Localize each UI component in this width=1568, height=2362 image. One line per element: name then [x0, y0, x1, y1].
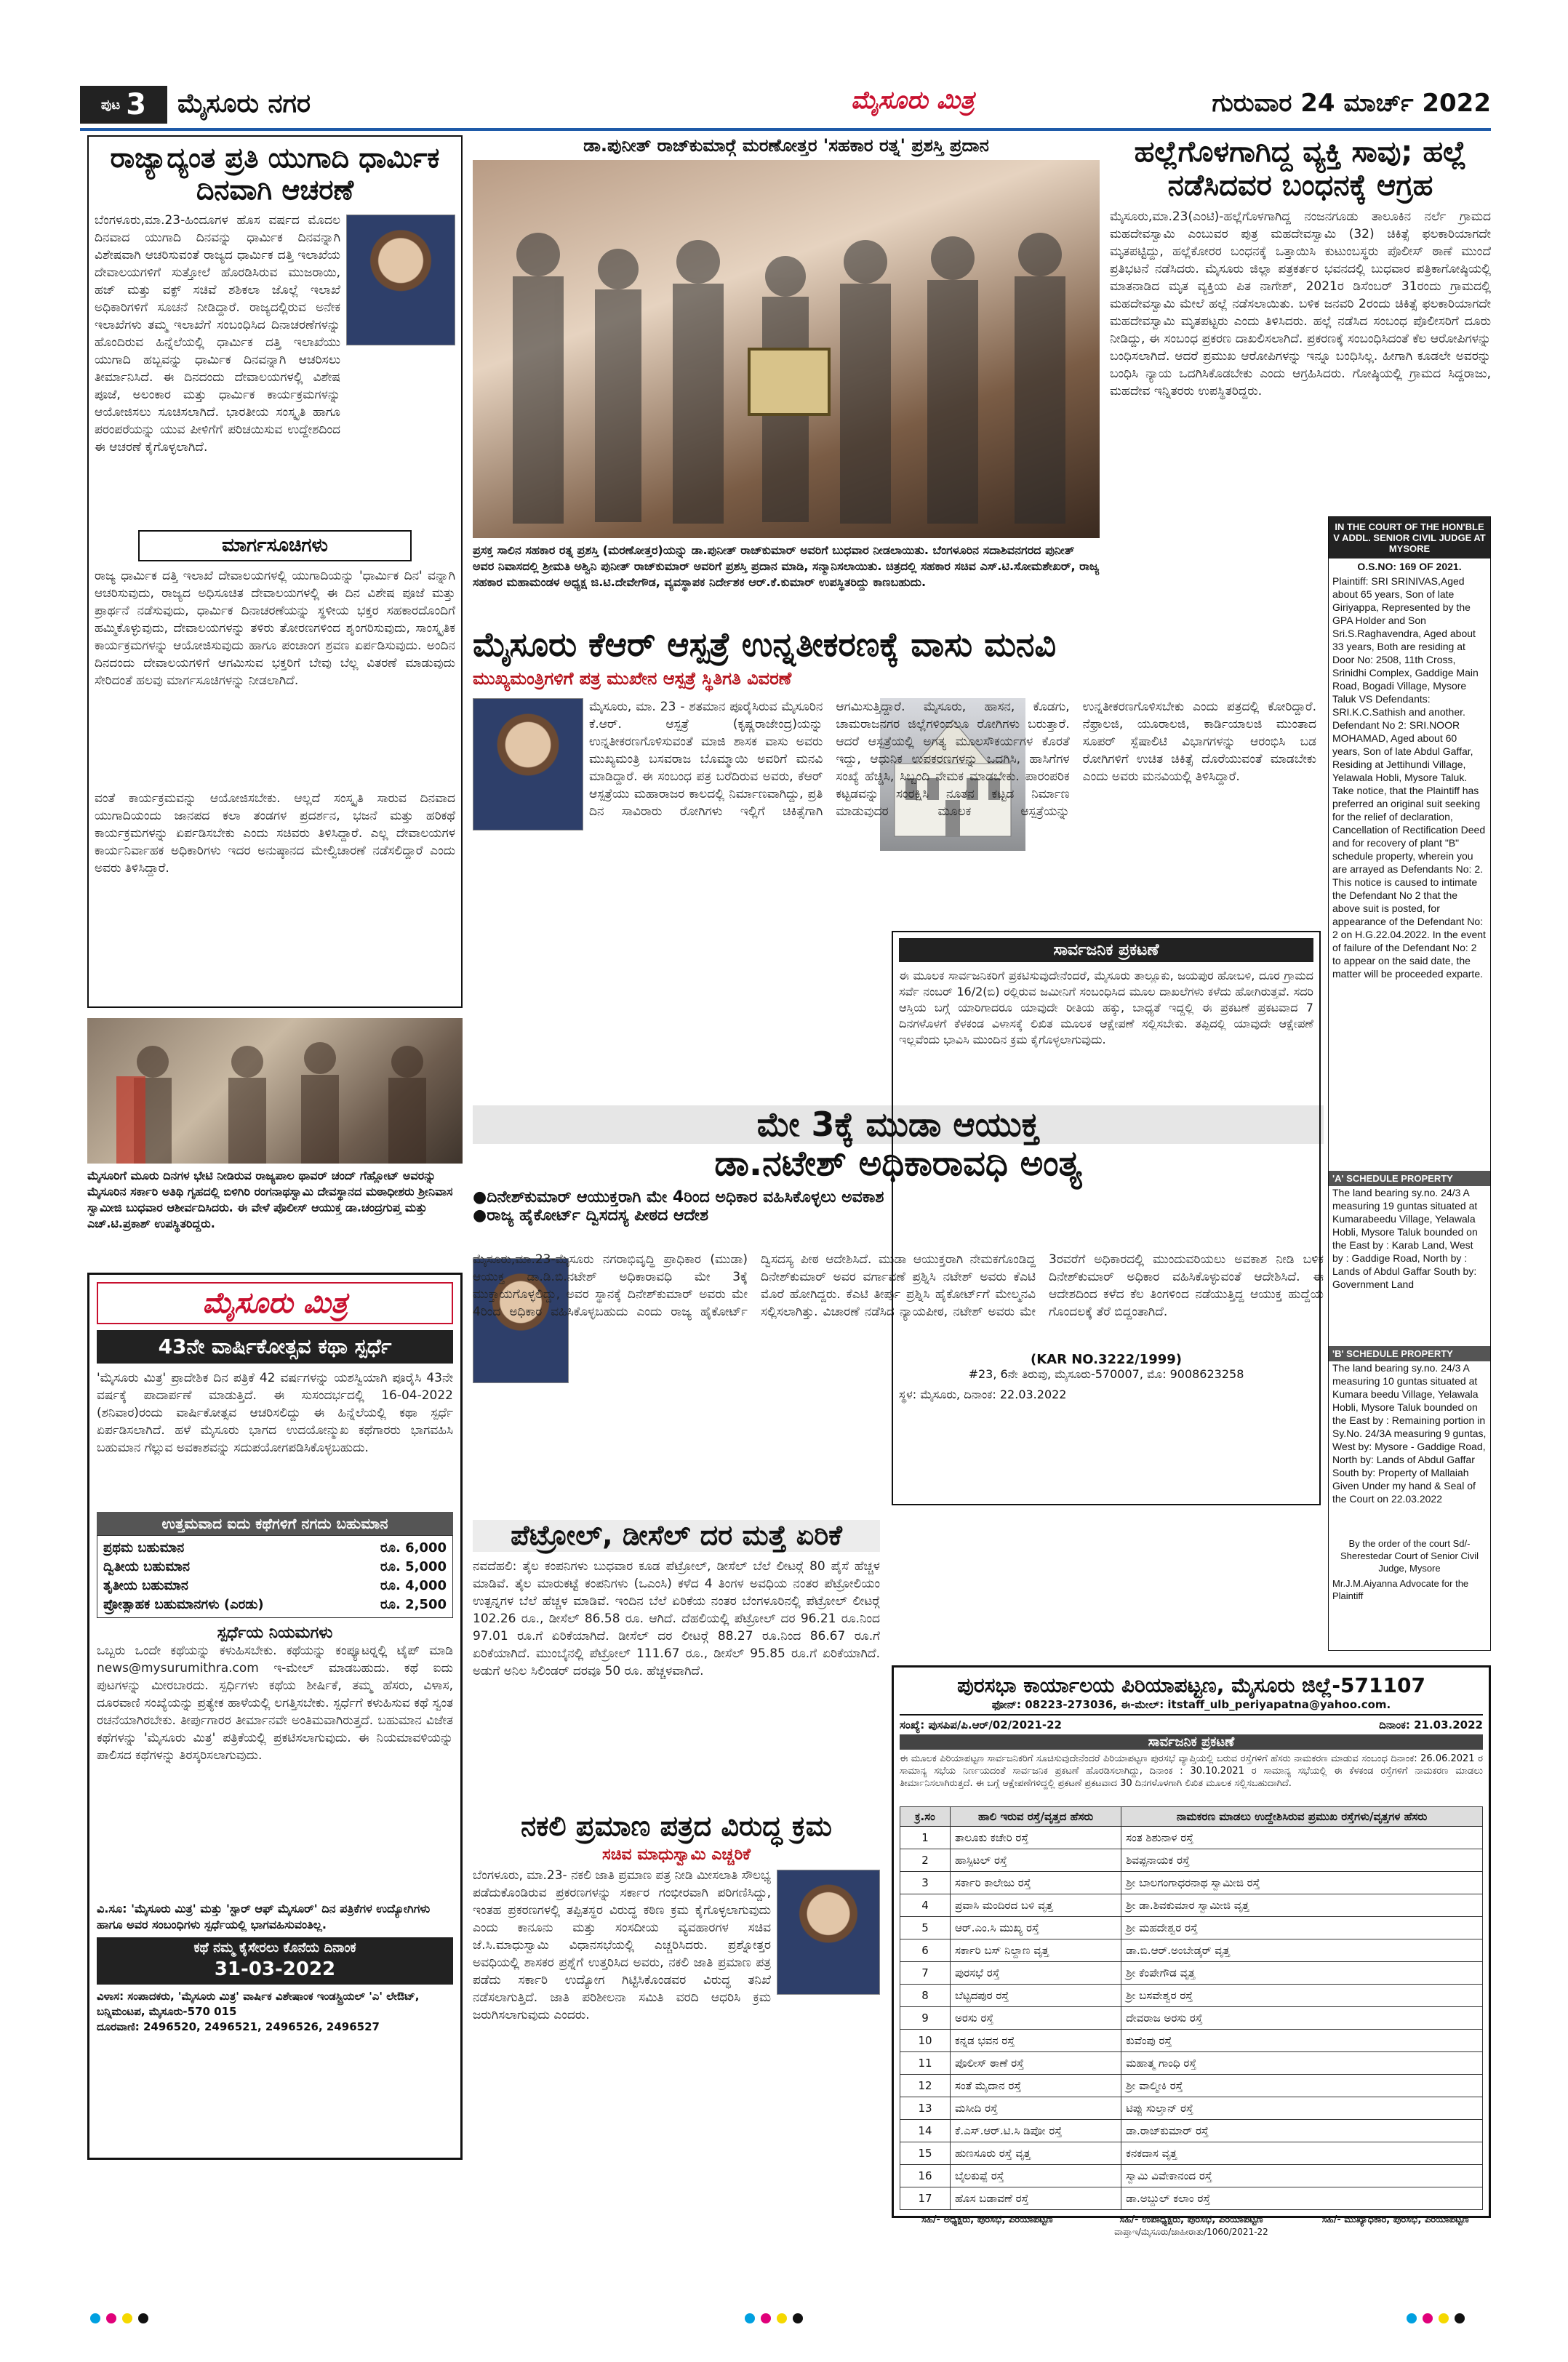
assault-body: ಮೈಸೂರು,ಮಾ.23(ಎಂಟಿ)-ಹಲ್ಲೆಗೊಳಗಾಗಿದ್ದ ನಂಜನಗೂಡು ತಾಲೂಕಿನ ನರ್ಲೆ ಗ್ರಾಮದ ಮಹದೇವಸ್ವಾಮಿ ಎಂಬುವರ ಪುತ್ರ ಮಹದೇವಸ್ವಾಮಿ (32) ಚಿಕಿತ್ಸೆ ಫಲಕಾರಿಯಾಗದೇ ಮೃತಪಟ್ಟಿದ್ದು, ಹಲ್ಲೆಕೋರರ ಬಂಧನಕ್ಕೆ ಒತ್ತಾಯಿಸಿ ಕುಟುಂಬಸ್ಥರು ಪೊಲೀಸ್ ಠಾಣೆ ಮುಂದೆ ಪ್ರತಿಭಟನೆ ನಡೆಸಿದರು. ಮೈಸೂರು ಜಿಲ್ಲಾ ಪತ್ರಕರ್ತರ ಭವನದಲ್ಲಿ ಬುಧವಾರ ಪತ್ರಿಕಾಗೋಷ್ಠಿಯಲ್ಲಿ ಮಾತನಾಡಿದ ಮೃತ ವ್ಯಕ್ತಿಯ ಪಿತ ನಾಗೇಶ್, 2021ರ ಡಿಸೆಂಬರ್ 31ರಂದು ಗ್ರಾಮದಲ್ಲಿ ಮಹದೇವಸ್ವಾಮಿ ಮೇಲೆ ಹಲ್ಲೆ ನಡೆಸಲಾಯಿತು. ಬಳಿಕ ಜನವರಿ 2ರಂದು ಚಿಕಿತ್ಸೆ ಫಲಕಾರಿಯಾಗದೇ ಮಹದೇವಸ್ವಾಮಿ ಮೃತಪಟ್ಟರು ಎಂದು ತಿಳಿಸಿದರು. ಹಲ್ಲೆ ನಡೆಸಿದ ಸಂಬಂಧ ಪೊಲೀಸರಿಗೆ ದೂರು ನೀಡಿದ್ದು, ಈ ಸಂಬಂಧ ಪ್ರಕರಣ ದಾಖಲಿಸಲಾಗಿದೆ. ಪ್ರಕರಣಕ್ಕೆ ಸಂಬಂಧಿಸಿದಂತೆ ಕೆಲ ಆರೋಪಿಗಳನ್ನು ಬಂಧಿಸಲಾಗಿದೆ. ಆದರೆ ಪ್ರಮುಖ ಆರೋಪಿಗಳನ್ನು ಇನ್ನೂ ಬಂಧಿಸಿಲ್ಲ. ಹೀಗಾಗಿ ಕೂಡಲೇ ಅವರನ್ನು ಬಂಧಿಸಿ ನ್ಯಾಯ ಒದಗಿಸಿಕೊಡಬೇಕು ಎಂದು ಆಗ್ರಹಿಸಿದರು. ಗೋಷ್ಠಿಯಲ್ಲಿ ಗ್ರಾಮದ ಸಿದ್ದರಾಜು, ಮಹದೇವ ಇನ್ನಿತರರು ಉಪಸ್ಥಿತರಿದ್ದರು. [1110, 209, 1491, 399]
muda-bullet-1: ●ದಿನೇಶ್‍ಕುಮಾರ್ ಆಯುಕ್ತರಾಗಿ ಮೇ 4ರಿಂದ ಅಧಿಕಾರ ವಹಿಸಿಕೊಳ್ಳಲು ಅವಕಾಶ [473, 1188, 884, 1207]
cell-proposed-name: ಡಾ.ಅಬ್ದುಲ್ ಕಲಾಂ ರಸ್ತೆ [1121, 2187, 1483, 2210]
court-body: Plaintiff: SRI SRINIVAS,Aged about 65 years, Son of late Giriyappa, Represented by the GPA Holder and Son Sri.S.Raghavendra, Aged about 33 years, Both are residing at Door No: 2508, 11th Cross, Srinidhi Complex, Gaddige Main Road, Bogadi Village, Mysore Taluk VS Defendants: SRI.K.C.Sathish and another. Defendant No 2: SRI.NOOR MOHAMAD, Aged about 60 years, Son of late Abdul Gaffar, Residing at Jettihundi Village, Yelawala Hobli, Mysore Taluk. Take notice, that the Plaintiff has preferred an original suit seeking for the relief of declaration, Cancellation of Rectification Deed and for recovery of plant "B" schedule property, wherein you are arrayed as Defendants No: 2. This notice is caused to intimate the Defendant No 2 that the above suit is posted, for appearance of the Defendant No: 2 on H.G.22.04.2022. In the event of failure of the Defendant No: 2 to appear on the said date, the matter will be proceeded exparte. [1332, 575, 1486, 980]
governor-photo-caption: ಮೈಸೂರಿಗೆ ಮೂರು ದಿನಗಳ ಭೇಟಿ ನೀಡಿರುವ ರಾಜ್ಯಪಾಲ ಥಾವರ್ ಚಂದ್ ಗೆಹ್ಲೋಟ್ ಅವರನ್ನು ಮೈಸೂರಿನ ಸರ್ಕಾರಿ ಅತಿಥಿ ಗೃಹದಲ್ಲಿ ಬಿಳಿಗಿರಿ ರಂಗನಾಥಸ್ವಾಮಿ ದೇವಸ್ಥಾನದ ಮಠಾಧೀಶರು ಶ್ರೀನಿವಾಸ ಸ್ವಾಮೀಜಿ ಬುಧವಾರ ಆಶೀರ್ವದಿಸಿದರು. ಈ ವೇಳೆ ಪೊಲೀಸ್ ಆಯುಕ್ತ ಡಾ.ಚಂದ್ರಗುಪ್ತ ಮತ್ತು ಎಚ್.ಟಿ.ಪ್ರಕಾಶ್ ಉಪಸ್ಥಿತರಿದ್ದರು. [87, 1169, 453, 1230]
cell-proposed-name: ಶ್ರೀ ಬಾಲಗಂಗಾಧರನಾಥ ಸ್ವಾಮೀಜಿ ರಸ್ತೆ [1121, 1872, 1483, 1894]
public-notice-body: ಈ ಮೂಲಕ ಸಾರ್ವಜನಿಕರಿಗೆ ಪ್ರಕಟಿಸುವುದೇನೆಂದರೆ, ಮೈಸೂರು ತಾಲ್ಲೂಕು, ಜಯಪುರ ಹೋಬಳಿ, ದೂರ ಗ್ರಾಮದ ಸರ್ವೆ ನಂಬರ್ 16/2(ಬಿ) ರಲ್ಲಿರುವ ಜಮೀನಿಗೆ ಸಂಬಂಧಿಸಿದ ಮೂಲ ದಾಖಲೆಗಳು ಕಳೆದು ಹೋಗಿರುತ್ತವೆ. ಸದರಿ ಆಸ್ತಿಯ ಬಗ್ಗೆ ಯಾರಿಗಾದರೂ ಯಾವುದೇ ರೀತಿಯ ಹಕ್ಕು, ಬಾಧ್ಯತೆ ಇದ್ದಲ್ಲಿ ಈ ಪ್ರಕಟಣೆ ಪ್ರಕಟವಾದ 7 ದಿನಗಳೊಳಗೆ ಕೆಳಕಂಡ ವಿಳಾಸಕ್ಕೆ ಲಿಖಿತ ಮೂಲಕ ಆಕ್ಷೇಪಣೆ ಸಲ್ಲಿಸಬೇಕು. ತಪ್ಪಿದಲ್ಲಿ ಯಾವುದೇ ಆಕ್ಷೇಪಣೆ ಇಲ್ಲವೆಂದು ಭಾವಿಸಿ ಮುಂದಿನ ಕ್ರಮ ಕೈಗೊಳ್ಳಲಾಗುವುದು. [899, 969, 1313, 1046]
rules-body: ಒಬ್ಬರು ಒಂದೇ ಕಥೆಯನ್ನು ಕಳುಹಿಸಬೇಕು. ಕಥೆಯನ್ನು ಕಂಪ್ಯೂಟರ್‍ನಲ್ಲಿ ಟೈಪ್ ಮಾಡಿ news@mysurumithra.com ಇ-ಮೇಲ್ ಮಾಡಬಹುದು. ಕಥೆ ಐದು ಪುಟಗಳನ್ನು ಮೀರಬಾರದು. ಸ್ಪರ್ಧಿಗಳು ಕಥೆಯ ಶೀರ್ಷಿಕೆ, ತಮ್ಮ ಹೆಸರು, ವಿಳಾಸ, ದೂರವಾಣಿ ಸಂಖ್ಯೆಯನ್ನು ಪ್ರತ್ಯೇಕ ಹಾಳೆಯಲ್ಲಿ ಲಗತ್ತಿಸಬೇಕು. ಸ್ಪರ್ಧೆಗೆ ಕಳುಹಿಸುವ ಕಥೆ ಸ್ವಂತ ರಚನೆಯಾಗಿರಬೇಕು. ತೀರ್ಪುಗಾರರ ತೀರ್ಮಾನವೇ ಅಂತಿಮವಾಗಿರುತ್ತದೆ. ಬಹುಮಾನ ವಿಜೇತ ಕಥೆಗಳನ್ನು 'ಮೈಸೂರು ಮಿತ್ರ' ಪತ್ರಿಕೆಯಲ್ಲಿ ಪ್ರಕಟಿಸಲಾಗುವುದು. ಈ ನಿಯಮಾವಳಿಯನ್ನು ಪಾಲಿಸದ ಕಥೆಗಳನ್ನು ತಿರಸ್ಕರಿಸಲಾಗುವುದು. [97, 1644, 453, 1763]
cell-existing-name: ಸಂತೆ ಮೈದಾನ ರಸ್ತೆ [951, 2075, 1121, 2097]
signature-chief-officer: ಸಹಿ/- ಮುಖ್ಯಾಧಿಕಾರಿ, ಪುರಸಭೆ, ಪಿರಿಯಾಪಟ್ಟಣ [1321, 2214, 1469, 2225]
masthead: ಮೈಸೂರು ಮಿತ್ರ [851, 86, 975, 115]
cell-proposed-name: ಮಹಾತ್ಮ ಗಾಂಧಿ ರಸ್ತೆ [1121, 2052, 1483, 2075]
prize-row [103, 1558, 447, 1577]
notice-address: #23, 6ನೇ ತಿರುವು, ಮೈಸೂರು-570007, ಮೊ: 9008623258 [968, 1367, 1244, 1381]
court-sign: By the order of the court Sd/- Sherestedar Court of Senior Civil Judge, Mysore [1340, 1538, 1479, 1574]
municipal-notice-title: ಸಾರ್ವಜನಿಕ ಪ್ರಕಟಣೆ [900, 1734, 1483, 1750]
page-header [80, 86, 1491, 127]
cell-existing-name: ಪೊಲೀಸ್ ಠಾಣೆ ರಸ್ತೆ [951, 2052, 1121, 2075]
page-number-box [80, 86, 167, 124]
cell-serial: 16 [900, 2165, 951, 2187]
municipal-ref-row [900, 1718, 1483, 1732]
fake-cert-body: ಬೆಂಗಳೂರು, ಮಾ.23- ನಕಲಿ ಜಾತಿ ಪ್ರಮಾಣ ಪತ್ರ ನೀಡಿ ಮೀಸಲಾತಿ ಸೌಲಭ್ಯ ಪಡೆದುಕೊಂಡಿರುವ ಪ್ರಕರಣಗಳನ್ನು ಸರ್ಕಾರ ಗಂಭೀರವಾಗಿ ಪರಿಗಣಿಸಿದ್ದು, ಇಂತಹ ಪ್ರಕರಣಗಳಲ್ಲಿ ತಪ್ಪಿತಸ್ಥರ ವಿರುದ್ಧ ಕಠಿಣ ಕ್ರಮ ಕೈಗೊಳ್ಳಲಾಗುವುದು ಎಂದು ಕಾನೂನು ಮತ್ತು ಸಂಸದೀಯ ವ್ಯವಹಾರಗಳ ಸಚಿವ ಜೆ.ಸಿ.ಮಾಧುಸ್ವಾಮಿ ವಿಧಾನಸಭೆಯಲ್ಲಿ ಎಚ್ಚರಿಸಿದರು. ಪ್ರಶ್ನೋತ್ತರ ಅವಧಿಯಲ್ಲಿ ಶಾಸಕರ ಪ್ರಶ್ನೆಗೆ ಉತ್ತರಿಸಿದ ಅವರು, ನಕಲಿ ಜಾತಿ ಪ್ರಮಾಣ ಪತ್ರ ಪಡೆದು ಸರ್ಕಾರಿ ಉದ್ಯೋಗ ಗಿಟ್ಟಿಸಿಕೊಂಡವರ ವಿರುದ್ಧ ತನಿಖೆ ನಡೆಸಲಾಗುತ್ತಿದೆ. ಜಾತಿ ಪರಿಶೀಲನಾ ಸಮಿತಿ ವರದಿ ಆಧರಿಸಿ ಕ್ರಮ ಜರುಗಿಸಲಾಗುವುದು ಎಂದರು. [473, 1867, 771, 2022]
prize-label: ದ್ವಿತೀಯ ಬಹುಮಾನ [103, 1559, 190, 1574]
magenta-dot-icon [761, 2313, 771, 2323]
magenta-dot-icon [106, 2313, 116, 2323]
muda-bullet-2: ●ರಾಜ್ಯ ಹೈಕೋರ್ಟ್ ದ್ವಿಸದಸ್ಯ ಪೀಠದ ಆದೇಶ [473, 1206, 709, 1225]
cyan-dot-icon [90, 2313, 100, 2323]
hospital-body: ಮೈಸೂರು, ಮಾ. 23 - ಶತಮಾನ ಪೂರೈಸಿರುವ ಮೈಸೂರಿನ ಕೆ.ಆರ್. ಆಸ್ಪತ್ರೆ (ಕೃಷ್ಣರಾಜೇಂದ್ರ)ಯನ್ನು ಉನ್ನತೀಕರಣಗೊಳಿಸುವಂತೆ ಮಾಜಿ ಶಾಸಕ ವಾಸು ಅವರು ಮುಖ್ಯಮಂತ್ರಿ ಬಸವರಾಜ ಬೊಮ್ಮಾಯಿ ಅವರಿಗೆ ಮನವಿ ಮಾಡಿದ್ದಾರೆ. ಈ ಸಂಬಂಧ ಪತ್ರ ಬರೆದಿರುವ ಅವರು, ಕೆಆರ್ ಆಸ್ಪತ್ರೆಯು ಮಹಾರಾಜರ ಕಾಲದಲ್ಲಿ ನಿರ್ಮಾಣವಾಗಿದ್ದು, ಪ್ರತಿ ದಿನ ಸಾವಿರಾರು ರೋಗಿಗಳು ಇಲ್ಲಿಗೆ ಚಿಕಿತ್ಸೆಗಾಗಿ ಆಗಮಿಸುತ್ತಿದ್ದಾರೆ. ಮೈಸೂರು, ಹಾಸನ, ಕೊಡಗು, ಚಾಮರಾಜನಗರ ಜಿಲ್ಲೆಗಳಿಂದಲೂ ರೋಗಿಗಳು ಬರುತ್ತಾರೆ. ಆದರೆ ಆಸ್ಪತ್ರೆಯಲ್ಲಿ ಅಗತ್ಯ ಮೂಲಸೌಕರ್ಯಗಳ ಕೊರತೆ ಇದ್ದು, ಆಧುನಿಕ ಉಪಕರಣಗಳನ್ನು ಒದಗಿಸಿ, ಹಾಸಿಗೆಗಳ ಸಂಖ್ಯೆ ಹೆಚ್ಚಿಸಿ, ಸಿಬ್ಬಂದಿ ನೇಮಕ ಮಾಡಬೇಕು. ಪಾರಂಪರಿಕ ಕಟ್ಟಡವನ್ನು ಸಂರಕ್ಷಿಸಿ ನೂತನ ಕಟ್ಟಡ ನಿರ್ಮಾಣ ಮಾಡುವುದರ ಮೂಲಕ ಆಸ್ಪತ್ರೆಯನ್ನು ಉನ್ನತೀಕರಣಗೊಳಿಸಬೇಕು ಎಂದು ಪತ್ರದಲ್ಲಿ ಕೋರಿದ್ದಾರೆ. ನೆಫ್ರಾಲಜಿ, ಯೂರಾಲಜಿ, ಕಾರ್ಡಿಯಾಲಜಿ ಮುಂತಾದ ಸೂಪರ್ ಸ್ಪೆಷಾಲಿಟಿ ವಿಭಾಗಗಳನ್ನು ಆರಂಭಿಸಿ ಬಡ ರೋಗಿಗಳಿಗೆ ಉಚಿತ ಚಿಕಿತ್ಸೆ ದೊರೆಯುವಂತೆ ಮಾಡಬೇಕು ಎಂದು ಅವರು ಮನವಿಯಲ್ಲಿ ತಿಳಿಸಿದ್ದಾರೆ. [589, 700, 1316, 819]
award-photo-headline: ಡಾ.ಪುನೀತ್ ರಾಜ್‍ಕುಮಾರ್‍ಗೆ ಮರಣೋತ್ತರ 'ಸಹಕಾರ ರತ್ನ' ಪ್ರಶಸ್ತಿ ಪ್ರದಾನ [583, 135, 989, 156]
page-number: 3 [126, 88, 147, 121]
cell-existing-name: ಹುಣಸೂರು ರಸ್ತೆ ವೃತ್ತ [951, 2142, 1121, 2165]
cell-serial: 2 [900, 1849, 951, 1872]
court-notice [1328, 516, 1491, 1651]
registration-marks-right [1404, 2313, 1468, 2326]
cell-existing-name: ಹೊಸ ಬಡಾವಣೆ ರಸ್ತೆ [951, 2187, 1121, 2210]
municipal-contact: ಫೋನ್: 08223-273036, ಈ-ಮೇಲ್: itstaff_ulb_periyapatna@yahoo.com. [900, 1698, 1483, 1716]
court-case-number: O.S.NO: 169 OF 2021. [1357, 561, 1462, 572]
prize-row [103, 1596, 447, 1614]
ugadi-body-continued: ವಂತೆ ಕಾರ್ಯಕ್ರಮವನ್ನು ಆಯೋಜಿಸಬೇಕು. ಆಲ್ಲದೆ ಸಂಸ್ಕೃತಿ ಸಾರುವ ದಿನವಾದ ಯುಗಾದಿಯಂದು ಜಾನಪದ ಕಲಾ ತಂಡಗಳ ಪ್ರದರ್ಶನ, ಭಜನೆ ಮತ್ತು ಹರಿಕಥೆ ಕಾರ್ಯಕ್ರಮಗಳನ್ನು ಏರ್ಪಡಿಸಬೇಕು ಎಂದು ಸಚಿವರು ತಿಳಿಸಿದ್ದಾರೆ. ಎಲ್ಲ ದೇವಾಲಯಗಳ ಕಾರ್ಯನಿರ್ವಾಹಕ ಅಧಿಕಾರಿಗಳು ಇದರ ಅನುಷ್ಠಾನದ ಮೇಲ್ವಿಚಾರಣೆ ನಡೆಸಲಿದ್ದಾರೆ ಎಂದು ಅವರು ತಿಳಿಸಿದ್ದಾರೆ. [95, 791, 455, 876]
ugadi-article [87, 135, 463, 1008]
table-header-row [900, 1807, 1483, 1827]
yellow-dot-icon [1439, 2313, 1449, 2323]
table-row [900, 1962, 1483, 1985]
prize-amount: ರೂ. 5,000 [380, 1559, 447, 1574]
black-dot-icon [793, 2313, 803, 2323]
cell-serial: 14 [900, 2120, 951, 2142]
petrol-headline: ಪೆಟ್ರೋಲ್, ಡೀಸೆಲ್ ದರ ಮತ್ತೆ ಏರಿಕೆ [473, 1520, 880, 1552]
contest-intro: 'ಮೈಸೂರು ಮಿತ್ರ' ಪ್ರಾದೇಶಿಕ ದಿನ ಪತ್ರಿಕೆ 42 ವರ್ಷಗಳನ್ನು ಯಶಸ್ವಿಯಾಗಿ ಪೂರೈಸಿ 43ನೇ ವರ್ಷಕ್ಕೆ ಪಾದಾರ್ಪಣೆ ಮಾಡುತ್ತಿದೆ. ಈ ಸುಸಂದರ್ಭದಲ್ಲಿ 16-04-2022 (ಶನಿವಾರ)ರಂದು ವಾರ್ಷಿಕೋತ್ಸವ ಆಚರಿಸಲಿದ್ದು ಈ ಹಿನ್ನೆಲೆಯಲ್ಲಿ ಕಥಾ ಸ್ಪರ್ಧೆ ಏರ್ಪಡಿಸಲಾಗಿದೆ. ಹಳೆ ಮೈಸೂರು ಭಾಗದ ಉದಯೋನ್ಮುಖ ಕಥೆಗಾರರು ಭಾಗವಹಿಸಿ ಬಹುಮಾನ ಗೆಲ್ಲುವ ಅವಕಾಶವನ್ನು ಸದುಪಯೋಗಪಡಿಸಿಕೊಳ್ಳಬಹುದು. [97, 1371, 453, 1455]
contest-address: ವಿಳಾಸ: ಸಂಪಾದಕರು, 'ಮೈಸೂರು ಮಿತ್ರ' ವಾರ್ಷಿಕ ವಿಶೇಷಾಂಕ ಇಂಡಸ್ಟ್ರಿಯಲ್ 'ಎ' ಲೇಔಟ್, ಬನ್ನಿಮಂಟಪ, ಮೈಸೂರು-570 015 [97, 1990, 420, 2018]
prize-row [103, 1539, 447, 1558]
table-row [900, 1849, 1483, 1872]
table-row [900, 2052, 1483, 2075]
contest-note: ವಿ.ಸೂ: 'ಮೈಸೂರು ಮಿತ್ರ' ಮತ್ತು 'ಸ್ಟಾರ್ ಆಫ್ ಮೈಸೂರ್' ದಿನ ಪತ್ರಿಕೆಗಳ ಉದ್ಯೋಗಿಗಳು ಹಾಗೂ ಅವರ ಸಂಬಂಧಿಗಳು ಸ್ಪರ್ಧೆಯಲ್ಲಿ ಭಾಗವಹಿಸುವಂತಿಲ್ಲ. [97, 1902, 431, 1931]
award-photo [473, 160, 1100, 538]
signature-president: ಸಹಿ/- ಅಧ್ಯಕ್ಷರು, ಪುರಸಭೆ, ಪಿರಿಯಾಪಟ್ಟಣ [921, 2214, 1053, 2225]
prize-amount: ರೂ. 4,000 [380, 1578, 447, 1593]
cell-existing-name: ಬೈಲಕುಪ್ಪೆ ರಸ್ತೆ [951, 2165, 1121, 2187]
col-serial: ಕ್ರ.ಸಂ [900, 1807, 951, 1827]
col-proposed-name: ನಾಮಕರಣ ಮಾಡಲು ಉದ್ದೇಶಿಸಿರುವ ಪ್ರಮುಖ ರಸ್ತೆಗಳು/ವೃತ್ತಗಳ ಹೆಸರು [1121, 1807, 1483, 1827]
madhuswamy-photo [777, 1870, 880, 1995]
cell-serial: 6 [900, 1939, 951, 1962]
cell-proposed-name: ಶ್ರೀ ಡಾ.ಶಿವಕುಮಾರ ಸ್ವಾಮೀಜಿ ವೃತ್ತ [1121, 1894, 1483, 1917]
court-title: IN THE COURT OF THE HON'BLE V ADDL. SENIOR CIVIL JUDGE AT MYSORE [1329, 517, 1490, 559]
cell-serial: 11 [900, 2052, 951, 2075]
cell-existing-name: ತಾಲೂಕು ಕಚೇರಿ ರಸ್ತೆ [951, 1827, 1121, 1849]
assault-article [1110, 135, 1491, 513]
award-photo-block [473, 135, 1100, 615]
cell-serial: 4 [900, 1894, 951, 1917]
cell-existing-name: ಪುರಸಭೆ ರಸ್ತೆ [951, 1962, 1121, 1985]
cell-proposed-name: ದೇವರಾಜ ಅರಸು ರಸ್ತೆ [1121, 2007, 1483, 2030]
prize-label: ಪ್ರೋತ್ಸಾಹಕ ಬಹುಮಾನಗಳು (ಎರಡು) [103, 1597, 264, 1612]
municipal-footer-ref: ವಾಪ್ತಾಇ/ಮೈಸೂರು/ಜಾಹೀರಾತು/1060/2021-22 [1114, 2227, 1268, 2237]
table-row [900, 2165, 1483, 2187]
governor-photo-block [87, 1018, 463, 1258]
cell-proposed-name: ಡಾ.ರಾಜ್‍ಕುಮಾರ್ ರಸ್ತೆ [1121, 2120, 1483, 2142]
municipal-title: ಪುರಸಭಾ ಕಾರ್ಯಾಲಯ ಪಿರಿಯಾಪಟ್ಟಣ, ಮೈಸೂರು ಜಿಲ್ಲೆ-571107 [957, 1673, 1425, 1697]
prize-amount: ರೂ. 2,500 [380, 1597, 447, 1612]
cell-proposed-name: ಸಂತ ಶಿಶುನಾಳ ರಸ್ತೆ [1121, 1827, 1483, 1849]
issue-date: ಗುರುವಾರ 24 ಮಾರ್ಚ್ 2022 [1212, 89, 1491, 118]
hospital-headline: ಮೈಸೂರು ಕೆಆರ್ ಆಸ್ಪತ್ರೆ ಉನ್ನತೀಕರಣಕ್ಕೆ ವಾಸು ಮನವಿ [473, 625, 1057, 664]
fake-certificate-article [473, 1811, 880, 2218]
cell-serial: 12 [900, 2075, 951, 2097]
page-label: ಪುಟ [100, 97, 121, 113]
a-schedule-body: The land bearing sy.no. 24/3 A measuring 19 guntas situated at Kumarabeedu Village, Yelawala Hobli, Mysore Taluk bounded on the East by : Karab Land, West by : Gaddige Road, North by : Lands of Abdul Gaffar South by: Government Land [1332, 1187, 1478, 1290]
table-row [900, 2007, 1483, 2030]
table-row [900, 1939, 1483, 1962]
vasu-photo [473, 698, 583, 830]
municipal-signatures [900, 2214, 1483, 2225]
cell-proposed-name: ಡಾ.ಬಿ.ಆರ್.ಅಂಬೇಡ್ಕರ್ ವೃತ್ತ [1121, 1939, 1483, 1962]
signature-vice-president: ಸಹಿ/- ಉಪಾಧ್ಯಕ್ಷರು, ಪುರಸಭೆ, ಪಿರಿಯಾಪಟ್ಟಣ [1119, 2214, 1263, 2225]
cell-existing-name: ಆರ್.ಎಂ.ಸಿ ಮುಖ್ಯ ರಸ್ತೆ [951, 1917, 1121, 1939]
cell-proposed-name: ಕುವೆಂಪು ರಸ್ತೆ [1121, 2030, 1483, 2052]
cell-existing-name: ಕನ್ನಡ ಭವನ ರಸ್ತೆ [951, 2030, 1121, 2052]
municipal-notice-body: ಈ ಮೂಲಕ ಪಿರಿಯಾಪಟ್ಟಣ ಸಾರ್ವಜನಿಕರಿಗೆ ಸೂಚಿಸುವುದೇನೆಂದರೆ ಪಿರಿಯಾಪಟ್ಟಣ ಪುರಸಭೆ ವ್ಯಾಪ್ತಿಯಲ್ಲಿ ಬರುವ ರಸ್ತೆಗಳಿಗೆ ಹೆಸರು ನಾಮಕರಣ ಮಾಡುವ ಸಂಬಂಧ ದಿನಾಂಕ: 26.06.2021 ರ ಸಾಮಾನ್ಯ ಸಭೆಯ ನಿರ್ಣಯದಂತೆ ಸಾರ್ವಜನಿಕ ಪ್ರಕಟಣೆ ಹೊರಡಿಸಲಾಗಿದ್ದು, ದಿನಾಂಕ : 30.10.2021 ರ ಸಾಮಾನ್ಯ ಸಭೆಯಲ್ಲಿ ಈ ಕೆಳಕಂಡ ರಸ್ತೆಗಳಿಗೆ ನಾಮಕರಣ ಮಾಡಲು ತೀರ್ಮಾನಿಸಲಾಗಿರುತ್ತದೆ. ಈ ಬಗ್ಗೆ ಆಕ್ಷೇಪಣೆಗಳಿದ್ದಲ್ಲಿ ಪ್ರಕಟಣೆ ಪ್ರಕಟವಾದ 30 ದಿನಗಳೊಳಗಾಗಿ ಲಿಖಿತ ಮೂಲಕ ಸಲ್ಲಿಸಬಹುದಾಗಿದೆ. [900, 1753, 1483, 1789]
petrol-body: ನವದೆಹಲಿ: ತೈಲ ಕಂಪನಿಗಳು ಬುಧವಾರ ಕೂಡ ಪೆಟ್ರೋಲ್, ಡೀಸೆಲ್ ಬೆಲೆ ಲೀಟರ್‍ಗೆ 80 ಪೈಸೆ ಹೆಚ್ಚಳ ಮಾಡಿವೆ. ತೈಲ ಮಾರುಕಟ್ಟೆ ಕಂಪನಿಗಳು (ಒಎಂಸಿ) ಕಳೆದ 4 ತಿಂಗಳ ಅವಧಿಯ ನಂತರ ಪೆಟ್ರೋಲಿಯಂ ಉತ್ಪನ್ನಗಳ ಬೆಲೆ ಹೆಚ್ಚಳ ಮಾಡಿವೆ. ಇಂದಿನ ಬೆಲೆ ಏರಿಕೆಯ ನಂತರ ಬೆಂಗಳೂರಿನಲ್ಲಿ ಪೆಟ್ರೋಲ್ ಲೀಟರ್‍ಗೆ 102.26 ರೂ., ಡೀಸೆಲ್ 86.58 ರೂ. ಆಗಿದೆ. ದೆಹಲಿಯಲ್ಲಿ ಪೆಟ್ರೋಲ್ ದರ 96.21 ರೂ.ನಿಂದ 97.01 ರೂ.ಗೆ ಏರಿಕೆಯಾಗಿದೆ. ಡೀಸೆಲ್ ದರ ಲೀಟರ್‍ಗೆ 88.27 ರೂ.ನಿಂದ 86.67 ರೂ.ಗೆ ಏರಿಕೆಯಾಗಿದೆ. ಮುಂಬೈನಲ್ಲಿ ಪೆಟ್ರೋಲ್ 111.67 ರೂ., ಡೀಸೆಲ್ 95.85 ರೂ.ಗೆ ಏರಿಕೆಯಾಗಿದೆ. ಅಡುಗೆ ಅನಿಲ ಸಿಲಿಂಡರ್ ದರವೂ 50 ರೂ. ಹೆಚ್ಚಳವಾಗಿದೆ. [473, 1558, 880, 1678]
black-dot-icon [138, 2313, 148, 2323]
prize-label: ತೃತೀಯ ಬಹುಮಾನ [103, 1578, 188, 1593]
guidelines-body: ರಾಜ್ಯ ಧಾರ್ಮಿಕ ದತ್ತಿ ಇಲಾಖೆ ದೇವಾಲಯಗಳಲ್ಲಿ ಯುಗಾದಿಯನ್ನು 'ಧಾರ್ಮಿಕ ದಿನ' ವನ್ನಾಗಿ ಆಚರಿಸುವುದು, ರಾಜ್ಯದ ಅಧಿಸೂಚಿತ ದೇವಾಲಯಗಳಲ್ಲಿ ಈ ದಿನ ವಿಶೇಷ ಪೂಜೆ ಮತ್ತು ಪ್ರಾರ್ಥನೆ ನಡೆಸುವುದು, ಧಾರ್ಮಿಕ ದಿನಾಚರಣೆಯನ್ನು ಸ್ಥಳೀಯ ಭಕ್ತರ ಸಹಕಾರದೊಂದಿಗೆ ಹಮ್ಮಿಕೊಳ್ಳುವುದು, ದೇವಾಲಯಗಳನ್ನು ತಳಿರು ತೋರಣಗಳಿಂದ ಶೃಂಗರಿಸುವುದು, ಸಾಂಸ್ಕೃತಿಕ ಕಾರ್ಯಕ್ರಮಗಳನ್ನು ಆಯೋಜಿಸುವುದು ಹಾಗೂ ಪಂಚಾಂಗ ಶ್ರವಣ ಏರ್ಪಡಿಸುವುದು. ಅಂದಿನ ದಿನದಂದು ದೇವಾಲಯಗಳಿಗೆ ಆಗಮಿಸುವ ಭಕ್ತರಿಗೆ ಬೇವು ಬೆಲ್ಲ ವಿತರಣೆ ಮಾಡುವುದು ಸೇರಿದಂತೆ ಹಲವು ಮಾರ್ಗಸೂಚಿಗಳನ್ನು ನೀಡಲಾಗಿದೆ. [95, 569, 455, 689]
cell-proposed-name: ಟಿಪ್ಪು ಸುಲ್ತಾನ್ ರಸ್ತೆ [1121, 2097, 1483, 2120]
table-row [900, 2030, 1483, 2052]
public-notice-title: ಸಾರ್ವಜನಿಕ ಪ್ರಕಟಣೆ [899, 938, 1313, 962]
petrol-article [473, 1520, 880, 1796]
cell-existing-name: ಸರ್ಕಾರಿ ಕಾಲೇಜು ರಸ್ತೆ [951, 1872, 1121, 1894]
table-row [900, 2187, 1483, 2210]
prizes-title: ಉತ್ತಮವಾದ ಐದು ಕಥೆಗಳಿಗೆ ನಗದು ಬಹುಮಾನ [97, 1512, 453, 1535]
yellow-dot-icon [122, 2313, 132, 2323]
public-notice [892, 931, 1321, 1505]
guidelines-heading: ಮಾರ್ಗಸೂಚಿಗಳು [138, 530, 412, 561]
cell-proposed-name: ಶ್ರೀ ಕೆಂಪೇಗೌಡ ವೃತ್ತ [1121, 1962, 1483, 1985]
governor-photo [87, 1018, 463, 1164]
hospital-subhead: ಮುಖ್ಯಮಂತ್ರಿಗಳಿಗೆ ಪತ್ರ ಮುಖೇನ ಆಸ್ಪತ್ರೆ ಸ್ಥಿತಿಗತಿ ವಿವರಣೆ [473, 668, 792, 689]
yellow-dot-icon [777, 2313, 787, 2323]
prize-label: ಪ್ರಥಮ ಬಹುಮಾನ [103, 1540, 185, 1556]
cell-proposed-name: ಸ್ವಾಮಿ ವಿವೇಕಾನಂದ ರಸ್ತೆ [1121, 2165, 1483, 2187]
a-schedule-title: 'A' SCHEDULE PROPERTY [1329, 1171, 1490, 1186]
municipal-notice [892, 1665, 1491, 2237]
section-name: ಮೈಸೂರು ನಗರ [177, 89, 311, 119]
cell-serial: 17 [900, 2187, 951, 2210]
cell-serial: 9 [900, 2007, 951, 2030]
table-row [900, 2120, 1483, 2142]
cell-proposed-name: ಶಿವಪ್ಪನಾಯಕ ರಸ್ತೆ [1121, 1849, 1483, 1872]
black-dot-icon [1455, 2313, 1465, 2323]
contest-title: 43ನೇ ವಾರ್ಷಿಕೋತ್ಸವ ಕಥಾ ಸ್ಪರ್ಧೆ [97, 1330, 453, 1364]
notice-place-date: ಸ್ಥಳ: ಮೈಸೂರು, ದಿನಾಂಕ: 22.03.2022 [899, 1388, 1067, 1401]
cell-serial: 5 [900, 1917, 951, 1939]
cell-existing-name: ಮಸೀದಿ ರಸ್ತೆ [951, 2097, 1121, 2120]
table-row [900, 1872, 1483, 1894]
deadline-date: 31-03-2022 [97, 1958, 453, 1985]
col-existing-name: ಹಾಲಿ ಇರುವ ರಸ್ತೆ/ವೃತ್ತದ ಹೆಸರು [951, 1807, 1121, 1827]
cell-serial: 15 [900, 2142, 951, 2165]
table-row [900, 2097, 1483, 2120]
cell-existing-name: ಪ್ರವಾಸಿ ಮಂದಿರದ ಬಳಿ ವೃತ್ತ [951, 1894, 1121, 1917]
municipal-ref: ಸಂಖ್ಯೆ: ಪುಸಪಿಪ/ಪಿ.ಆರ್/02/2021-22 [900, 1718, 1062, 1732]
table-row [900, 1917, 1483, 1939]
table-row [900, 2142, 1483, 2165]
muda-body: ಮೈಸೂರು,ಮಾ.23-ಮೈಸೂರು ನಗರಾಭಿವೃದ್ಧಿ ಪ್ರಾಧಿಕಾರ (ಮುಡಾ) ಆಯುಕ್ತ ಡಾ.ಡಿ.ಬಿ.ನಟೇಶ್ ಅಧಿಕಾರಾವಧಿ ಮೇ 3ಕ್ಕೆ ಮುಕ್ತಾಯಗೊಳ್ಳಲಿದ್ದು, ಅವರ ಸ್ಥಾನಕ್ಕೆ ದಿನೇಶ್‍ಕುಮಾರ್ ಅವರು ಮೇ 4ರಿಂದ ಅಧಿಕಾರ ವಹಿಸಿಕೊಳ್ಳಬಹುದು ಎಂದು ರಾಜ್ಯ ಹೈಕೋರ್ಟ್ ದ್ವಿಸದಸ್ಯ ಪೀಠ ಆದೇಶಿಸಿದೆ. ಮುಡಾ ಆಯುಕ್ತರಾಗಿ ನೇಮಕಗೊಂಡಿದ್ದ ದಿನೇಶ್‍ಕುಮಾರ್ ಅವರ ವರ್ಗಾವಣೆ ಪ್ರಶ್ನಿಸಿ ನಟೇಶ್ ಅವರು ಕೆಎಟಿ ಮೊರೆ ಹೋಗಿದ್ದರು. ಕೆಎಟಿ ತೀರ್ಪು ಪ್ರಶ್ನಿಸಿ ಹೈಕೋರ್ಟ್‍ಗೆ ಮೇಲ್ಮನವಿ ಸಲ್ಲಿಸಲಾಗಿತ್ತು. ವಿಚಾರಣೆ ನಡೆಸಿದ ನ್ಯಾಯಪೀಠ, ನಟೇಶ್ ಅವರು ಮೇ 3ರವರೆಗೆ ಅಧಿಕಾರದಲ್ಲಿ ಮುಂದುವರಿಯಲು ಅವಕಾಶ ನೀಡಿ ಬಳಿಕ ದಿನೇಶ್‍ಕುಮಾರ್ ಅಧಿಕಾರ ವಹಿಸಿಕೊಳ್ಳುವಂತೆ ಆದೇಶಿಸಿದೆ. ಈ ಆದೇಶದಿಂದ ಕಳೆದ ಕೆಲ ತಿಂಗಳಿಂದ ನಡೆಯುತ್ತಿದ್ದ ಆಯುಕ್ತ ಹುದ್ದೆಯ ಗೊಂದಲಕ್ಕೆ ತೆರೆ ಬಿದ್ದಂತಾಗಿದೆ. [473, 1252, 1324, 1319]
cell-serial: 13 [900, 2097, 951, 2120]
prize-amount: ರೂ. 6,000 [380, 1540, 447, 1556]
cell-serial: 8 [900, 1985, 951, 2007]
cyan-dot-icon [1407, 2313, 1417, 2323]
cell-existing-name: ಬೆಟ್ಟದಪುರ ರಸ್ತೆ [951, 1985, 1121, 2007]
ugadi-headline: ರಾಜ್ಯಾದ್ಯಂತ ಪ್ರತಿ ಯುಗಾದಿ ಧಾರ್ಮಿಕ ದಿನವಾಗಿ ಆಚರಣೆ [110, 142, 440, 206]
cell-existing-name: ಕೆ.ಎಸ್.ಆರ್.ಟಿ.ಸಿ ಡಿಪೋ ರಸ್ತೆ [951, 2120, 1121, 2142]
cell-proposed-name: ಶ್ರೀ ಮಹದೇಶ್ವರ ರಸ್ತೆ [1121, 1917, 1483, 1939]
rules-title: ಸ್ಪರ್ಧೆಯ ನಿಯಮಗಳು [217, 1624, 333, 1642]
table-row [900, 1894, 1483, 1917]
cell-existing-name: ಅರಸು ರಸ್ತೆ [951, 2007, 1121, 2030]
contest-phones: ದೂರವಾಣಿ: 2496520, 2496521, 2496526, 2496527 [97, 2020, 380, 2033]
cell-serial: 3 [900, 1872, 951, 1894]
cell-serial: 7 [900, 1962, 951, 1985]
notice-signer: (KAR NO.3222/1999) [1030, 1352, 1183, 1367]
magenta-dot-icon [1423, 2313, 1433, 2323]
deadline-label: ಕಥೆ ನಮ್ಮ ಕೈಸೇರಲು ಕೊನೆಯ ದಿನಾಂಕ [97, 1937, 453, 1958]
municipal-date: ದಿನಾಂಕ: 21.03.2022 [1379, 1718, 1483, 1732]
registration-marks-left [87, 2313, 151, 2326]
award-photo-caption: ಪ್ರಸಕ್ತ ಸಾಲಿನ ಸಹಕಾರ ರತ್ನ ಪ್ರಶಸ್ತಿ (ಮರಣೋತ್ತರ)ಯನ್ನು ಡಾ.ಪುನೀತ್ ರಾಜ್‍ಕುಮಾರ್ ಅವರಿಗೆ ಬುಧವಾರ ನೀಡಲಾಯಿತು. ಬೆಂಗಳೂರಿನ ಸದಾಶಿವನಗರದ ಪುನೀತ್ ಅವರ ನಿವಾಸದಲ್ಲಿ ಶ್ರೀಮತಿ ಅಶ್ವಿನಿ ಪುನೀತ್ ರಾಜ್‍ಕುಮಾರ್ ಅವರಿಗೆ ಪ್ರಶಸ್ತಿ ಪ್ರದಾನ ಮಾಡಿ, ಸನ್ಮಾನಿಸಲಾಯಿತು. ಚಿತ್ರದಲ್ಲಿ ಸಹಕಾರ ಸಚಿವ ಎಸ್.ಟಿ.ಸೋಮಶೇಖರ್, ರಾಜ್ಯ ಸಹಕಾರ ಮಹಾಮಂಡಳ ಅಧ್ಯಕ್ಷ ಜಿ.ಟಿ.ದೇವೇಗೌಡ, ವ್ಯವಸ್ಥಾಪಕ ನಿರ್ದೇಶಕ ಆರ್.ಕೆ.ಕುಮಾರ್ ಉಪಸ್ಥಿತರಿದ್ದು ಕಾಣಬಹುದು. [473, 543, 1100, 589]
cell-existing-name: ಹಾಸ್ಪಿಟಲ್ ರಸ್ತೆ [951, 1849, 1121, 1872]
story-contest-ad [87, 1273, 463, 2160]
table-row [900, 1985, 1483, 2007]
header-rule [80, 128, 1491, 131]
cell-proposed-name: ಕನಕದಾಸ ವೃತ್ತ [1121, 2142, 1483, 2165]
fake-cert-subhead: ಸಚಿವ ಮಾಧುಸ್ವಾಮಿ ಎಚ್ಚರಿಕೆ [602, 1845, 751, 1864]
muda-headline-1: ಮೇ 3ಕ್ಕೆ ಮುಡಾ ಆಯುಕ್ತ [473, 1105, 1324, 1144]
cell-proposed-name: ಶ್ರೀ ಬಸವೇಶ್ವರ ರಸ್ತೆ [1121, 1985, 1483, 2007]
assault-headline: ಹಲ್ಲೆಗೊಳಗಾಗಿದ್ದ ವ್ಯಕ್ತಿ ಸಾವು; ಹಲ್ಲೆ ನಡೆಸಿದವರ ಬಂಧನಕ್ಕೆ ಆಗ್ರಹ [1134, 135, 1467, 202]
cell-proposed-name: ಶ್ರೀ ವಾಲ್ಮೀಕಿ ರಸ್ತೆ [1121, 2075, 1483, 2097]
road-naming-table [900, 1806, 1483, 2210]
people-silhouettes-icon [87, 1018, 463, 1164]
cell-serial: 1 [900, 1827, 951, 1849]
table-row [900, 2075, 1483, 2097]
cell-existing-name: ಸರ್ಕಾರಿ ಬಸ್ ನಿಲ್ದಾಣ ವೃತ್ತ [951, 1939, 1121, 1962]
registration-marks-center [742, 2313, 806, 2326]
cell-serial: 10 [900, 2030, 951, 2052]
contest-masthead: ಮೈಸೂರು ಮಿತ್ರ [97, 1282, 453, 1324]
fake-cert-headline: ನಕಲಿ ಪ್ರಮಾಣ ಪತ್ರದ ವಿರುದ್ಧ ಕ್ರಮ [521, 1810, 832, 1842]
prizes-list [97, 1535, 453, 1618]
muda-headline-2: ಡಾ.ನಟೇಶ್ ಅಧಿಕಾರಾವಧಿ ಅಂತ್ಯ [714, 1142, 1082, 1184]
prize-row [103, 1577, 447, 1596]
b-schedule-title: 'B' SCHEDULE PROPERTY [1329, 1346, 1490, 1361]
cyan-dot-icon [745, 2313, 755, 2323]
minister-photo [346, 215, 455, 345]
advocate: Mr.J.M.Aiyanna Advocate for the Plaintiff [1332, 1578, 1469, 1601]
people-silhouettes-icon [473, 160, 1100, 538]
table-row [900, 1827, 1483, 1849]
ugadi-body: ಬೆಂಗಳೂರು,ಮಾ.23-ಹಿಂದೂಗಳ ಹೊಸ ವರ್ಷದ ಮೊದಲ ದಿನವಾದ ಯುಗಾದಿ ದಿನವನ್ನು ಧಾರ್ಮಿಕ ದಿನವನ್ನಾಗಿ ವಿಶೇಷವಾಗಿ ಆಚರಿಸುವಂತೆ ರಾಜ್ಯದ ಧಾರ್ಮಿಕ ದತ್ತಿ ಇಲಾಖೆಯ ದೇವಾಲಯಗಳಿಗೆ ಸುತ್ತೋಲೆ ಹೊರಡಿಸಿರುವ ಮುಜರಾಯಿ, ಹಜ್ ಮತ್ತು ವಕ್ಫ್ ಸಚಿವೆ ಶಶಿಕಲಾ ಜೊಲ್ಲೆ ಇಲಾಖೆ ಅಧಿಕಾರಿಗಳಿಗೆ ಸೂಚನೆ ನೀಡಿದ್ದಾರೆ. ರಾಜ್ಯದಲ್ಲಿರುವ ಅನೇಕ ಇಲಾಖೆಗಳು ತಮ್ಮ ಇಲಾಖೆಗೆ ಸಂಬಂಧಿಸಿದ ದಿನಾಚರಣೆಗಳನ್ನು ಹೊಂದಿರುವ ಹಿನ್ನೆಲೆಯಲ್ಲಿ ಧಾರ್ಮಿಕ ದತ್ತಿ ಇಲಾಖೆಯು ಯುಗಾದಿ ಹಬ್ಬವನ್ನು ಧಾರ್ಮಿಕ ದಿನವನ್ನಾಗಿ ಆಚರಿಸಲು ತೀರ್ಮಾನಿಸಿದೆ. ಈ ದಿನದಂದು ದೇವಾಲಯಗಳಲ್ಲಿ ವಿಶೇಷ ಪೂಜೆ, ಅಲಂಕಾರ ಮತ್ತು ಧಾರ್ಮಿಕ ಕಾರ್ಯಕ್ರಮಗಳನ್ನು ಆಯೋಜಿಸಲು ಸೂಚಿಸಲಾಗಿದೆ. ಭಾರತೀಯ ಸಂಸ್ಕೃತಿ ಹಾಗೂ ಪರಂಪರೆಯನ್ನು ಯುವ ಪೀಳಿಗೆಗೆ ಪರಿಚಯಿಸುವ ಉದ್ದೇಶದಿಂದ ಈ ಆಚರಣೆ ಕೈಗೊಳ್ಳಲಾಗಿದೆ. [95, 213, 340, 455]
b-schedule-body: The land bearing sy.no. 24/3 A measuring 10 guntas situated at Kumara beedu Village, Yelawala Hobli, Mysore Taluk bounded on the East by : Remaining portion in Sy.No. 24/3A measuring 9 guntas, West by: Mysore - Gaddige Road, North by: Lands of Abdul Gaffar South by: Property of Mallaiah Given Under my hand & Seal of the Court on 22.03.2022 [1332, 1362, 1487, 1505]
